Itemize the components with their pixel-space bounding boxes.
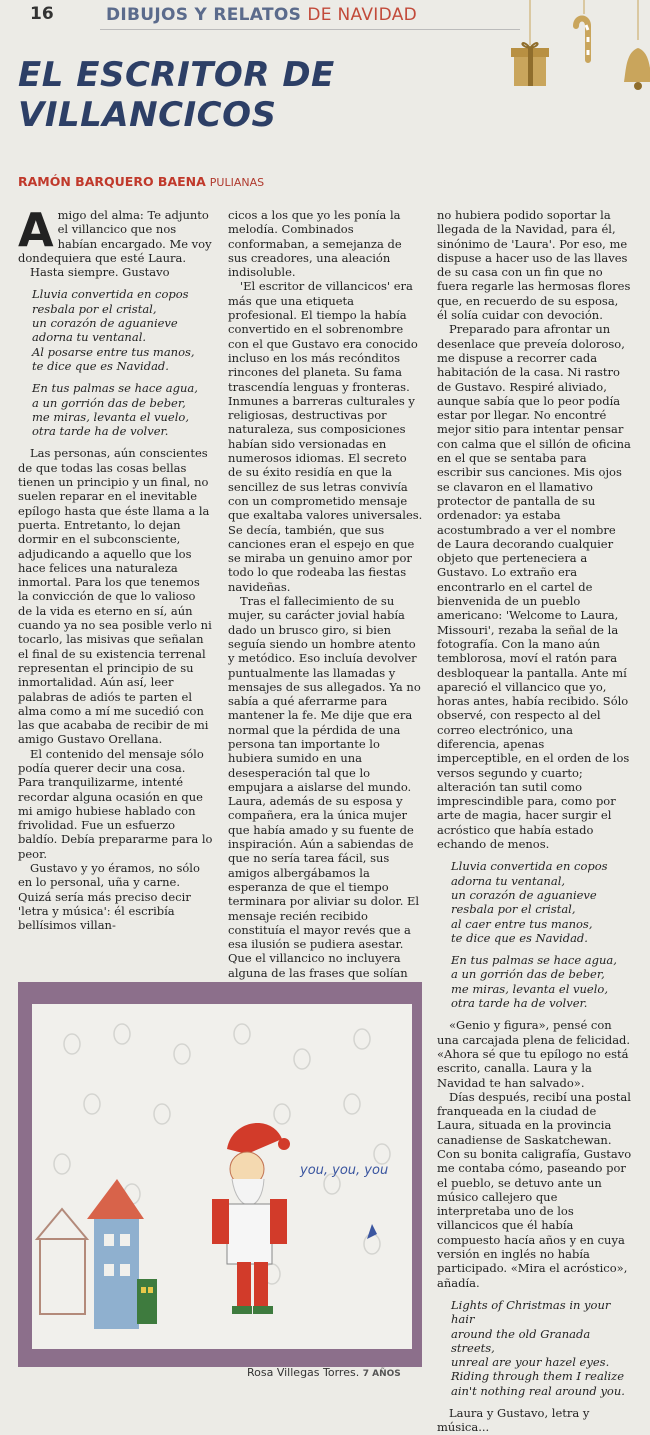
header-rule: [100, 29, 520, 30]
column-2: [228, 208, 423, 1023]
paragraph: Las personas, aún conscientes de que todas las cosas bellas tienen un principio y un final, no suelen reparar en el inevitable epílogo hasta que éste llama a la puerta. Entretanto, lo dejan dormir en el subconsciente, adjudicando a aquello que los hace felices una naturaleza inmortal. Para los que tenemos la convicción de que lo valioso de la vida es eterno en sí, aún cuando ya no sea posible verlo ni tocarlo, las misivas que señalan el final de su existencia terrenal representan el principio de su inmortalidad. Aún así, leer palabras de adiós te parten el alma como a mí me sucedió con las que acababa de recibir de mi amigo Gustavo Orellana.: [18, 446, 212, 747]
house-green: [137, 1279, 157, 1324]
paragraph: Tras el fallecimiento de su mujer, su carácter jovial había dado un brusco giro, si bien seguía siendo un hombre atento y metódico. Eso incluía devolver puntualmente las llamadas y mensajes de sus allegados. Ya no sabía a qué aferrarme para mantener la fe. Me dije que era normal que la pérdida de una persona tan importante lo hubiera sumido en una desesperación tal que lo empujara a aislarse del mundo. Laura, además de su esposa y compañera, era la única mujer que había amado y su fuente de inspiración. Aún a sabiendas de que no sería tarea fácil, sus amigos albergábamos la esperanza de que el tiempo terminara por aliviar su dolor. El mensaje recién recibido constituía el mayor revés que a esa ilusión se pudiera asestar. Que el villancico no incluyera alguna de las frases que solían: [228, 594, 421, 980]
drawing-caption: [247, 1366, 401, 1379]
paragraph: Hasta siempre. Gustavo: [30, 265, 170, 280]
author-name: RAMÓN BARQUERO BAENA: [18, 174, 206, 189]
poem-line: resbala por el cristal,: [451, 902, 576, 917]
poem-line: otra tarde ha de volver.: [32, 424, 169, 439]
poem-line: En tus palmas se hace agua,: [451, 953, 617, 968]
paragraph: Laura y Gustavo, letra y música...: [437, 1406, 590, 1435]
byline: [18, 174, 264, 189]
paragraph: Días después, recibí una postal franqueada en la ciudad de Laura, situada en la provincia canadiense de Saskatchewan. Con su bonita caligrafía, Gustavo me contaba cómo, paseando por el pueblo, se detuvo ante un músico callejero que interpretaba uno de los villancicos que él había compuesto hacía años y en cuya versión en inglés no había participado. «Mira el acróstico», añadía.: [437, 1089, 632, 1290]
gift-icon: [511, 0, 549, 86]
child-drawing: [18, 982, 422, 1367]
poem-line: te dice que es Navidad.: [451, 930, 588, 945]
caption-name: Rosa Villegas Torres.: [247, 1366, 360, 1379]
drop-cap: A: [18, 203, 54, 257]
house-blue: [87, 1179, 144, 1329]
poem-line: adorna tu ventanal,: [451, 873, 566, 888]
poem-line: around the old Granada streets,: [451, 1326, 591, 1355]
column-1: [18, 203, 213, 933]
poem-line: unreal are your hazel eyes.: [451, 1355, 610, 1370]
poem-stanza: [437, 1298, 632, 1398]
poem-line: adorna tu ventanal.: [32, 330, 147, 345]
poem-line: En tus palmas se hace agua,: [32, 381, 198, 396]
poem-stanza: [18, 287, 213, 373]
christmas-ornaments: [500, 0, 650, 95]
poem-line: resbala por el cristal,: [32, 301, 157, 316]
poem-line: otra tarde ha de volver.: [451, 996, 588, 1011]
paragraph: [18, 203, 213, 265]
paragraph: El contenido del mensaje sólo podía querer decir una cosa. Para tranquilizarme, intenté recordar alguna ocasión en que mi amigo hubiese hablado con frivolidad. Fue un esfuerzo baldío. Debía prepararme para lo peor.: [18, 746, 213, 861]
drawing-paper: [32, 1004, 412, 1349]
article-title: [18, 55, 498, 135]
poem-line: un corazón de aguanieve: [32, 316, 178, 331]
poem-stanza: [437, 859, 632, 945]
candy-cane-icon: [576, 0, 588, 60]
section-title: [106, 5, 417, 25]
poem-line: Lluvia convertida en copos: [32, 287, 189, 302]
santa-figure: [212, 1123, 290, 1314]
poem-line: te dice que es Navidad.: [32, 358, 169, 373]
poem-line: Lluvia convertida en copos: [451, 859, 608, 874]
poem-line: un corazón de aguanieve: [451, 887, 597, 902]
house-left: [37, 1209, 87, 1314]
column-3: [437, 208, 632, 1435]
paragraph: Gustavo y yo éramos, no sólo en lo personal, uña y carne. Quizá sería más preciso decir 'letra y música': él escribía bellísimos villan-: [18, 861, 200, 933]
section-title-bold: DIBUJOS Y RELATOS: [106, 5, 302, 25]
paragraph: 'El escritor de villancicos' era más que una etiqueta profesional. El tiempo la había convertido en el sobrenombre con el que Gustavo era conocido incluso en los más recónditos rincones del planeta. Su fama trascendía lenguas y fronteras. Inmunes a barreras culturales y religiosas, destructivas por naturaleza, sus composiciones habían sido versionadas en numerosos idiomas. El secreto de su éxito residía en que la sencillez de sus letras convivía con un comprometido mensaje que exaltaba valores universales. Se decía, también, que sus canciones eran el espejo en que se miraba un genuino amor por todo lo que rodeaba las fiestas navideñas.: [228, 279, 423, 594]
poem-line: Lights of Christmas in your hair: [451, 1297, 611, 1327]
poem-line: a un gorrión das de beber,: [451, 967, 605, 982]
poem-line: me miras, levanta el vuelo,: [32, 409, 189, 424]
speech-text: you, you, you: [300, 1163, 389, 1178]
poem-line: al caer entre tus manos,: [451, 916, 593, 931]
bell-icon: [624, 0, 650, 90]
caption-age: 7 AÑOS: [362, 1369, 401, 1379]
poem-line: ain't nothing real around you.: [451, 1383, 625, 1398]
paragraph: Preparado para afrontar un desenlace que preveía doloroso, me dispuse a recorrer cada habitación de la casa. Ni rastro de Gustavo. Respiré aliviado, aunque sabía que lo peor podía estar por llegar. No encontré mejor sitio para intentar pensar con calma que el sillón de oficina en el que se sentaba para escribir sus canciones. Mis ojos se clavaron en el llamativo protector de pantalla de su ordenador: ya estaba acostumbrado a ver el nombre de Laura decorando cualquier objeto que perteneciera a Gustavo. Lo extraño era encontrarlo en el cartel de bienvenida de un pueblo americano: 'Welcome to Laura, Missouri', rezaba la señal de la fotografía. Con la mano aún temblorosa, moví el ratón para desbloquear la pantalla. Ante mí apareció el villancico que yo, horas antes, había recibido. Sólo observé, con respecto al del correo electrónico, una diferencia, apenas imperceptible, en el orden de los versos segundo y cuarto; alteración tan sutil como imprescindible para, como por arte de magia, hacer surgir el acróstico que había estado echando de menos.: [437, 322, 631, 852]
small-mark: [367, 1224, 377, 1239]
page-number: 16: [30, 4, 54, 24]
poem-stanza: [18, 381, 213, 438]
paragraph-text: migo del alma: Te adjunto el villancico que nos habían encargado. Me voy dondequiera que esté Laura.: [18, 208, 212, 265]
title-line-2: VILLANCICOS: [18, 95, 277, 135]
poem-line: Riding through them I realize: [451, 1369, 625, 1384]
poem-line: a un gorrión das de beber,: [32, 395, 186, 410]
paragraph: no hubiera podido soportar la llegada de la Navidad, para él, sinónimo de 'Laura'. Por eso, me dispuse a hacer uso de las llaves de su casa con un fin que no fuera regarle las hermosas flores que, en recuerdo de su esposa, él solía cuidar con devoción.: [437, 208, 631, 323]
drawing-illustration: [32, 1004, 412, 1349]
paragraph: «Genio y figura», pensé con una carcajada plena de felicidad. «Ahora sé que tu epílogo no está escrito, canalla. Laura y la Navidad te han salvado».: [437, 1018, 631, 1090]
section-title-light: DE NAVIDAD: [307, 5, 418, 25]
poem-stanza: [437, 953, 632, 1010]
title-line-1: EL ESCRITOR DE: [18, 55, 335, 95]
poem-line: Al posarse entre tus manos,: [32, 344, 195, 359]
author-place: PULIANAS: [209, 176, 265, 189]
poem-line: me miras, levanta el vuelo,: [451, 981, 608, 996]
paragraph: cicos a los que yo les ponía la melodía. Combinados conformaban, a semejanza de sus creadores, una aleación indisoluble.: [228, 208, 402, 280]
